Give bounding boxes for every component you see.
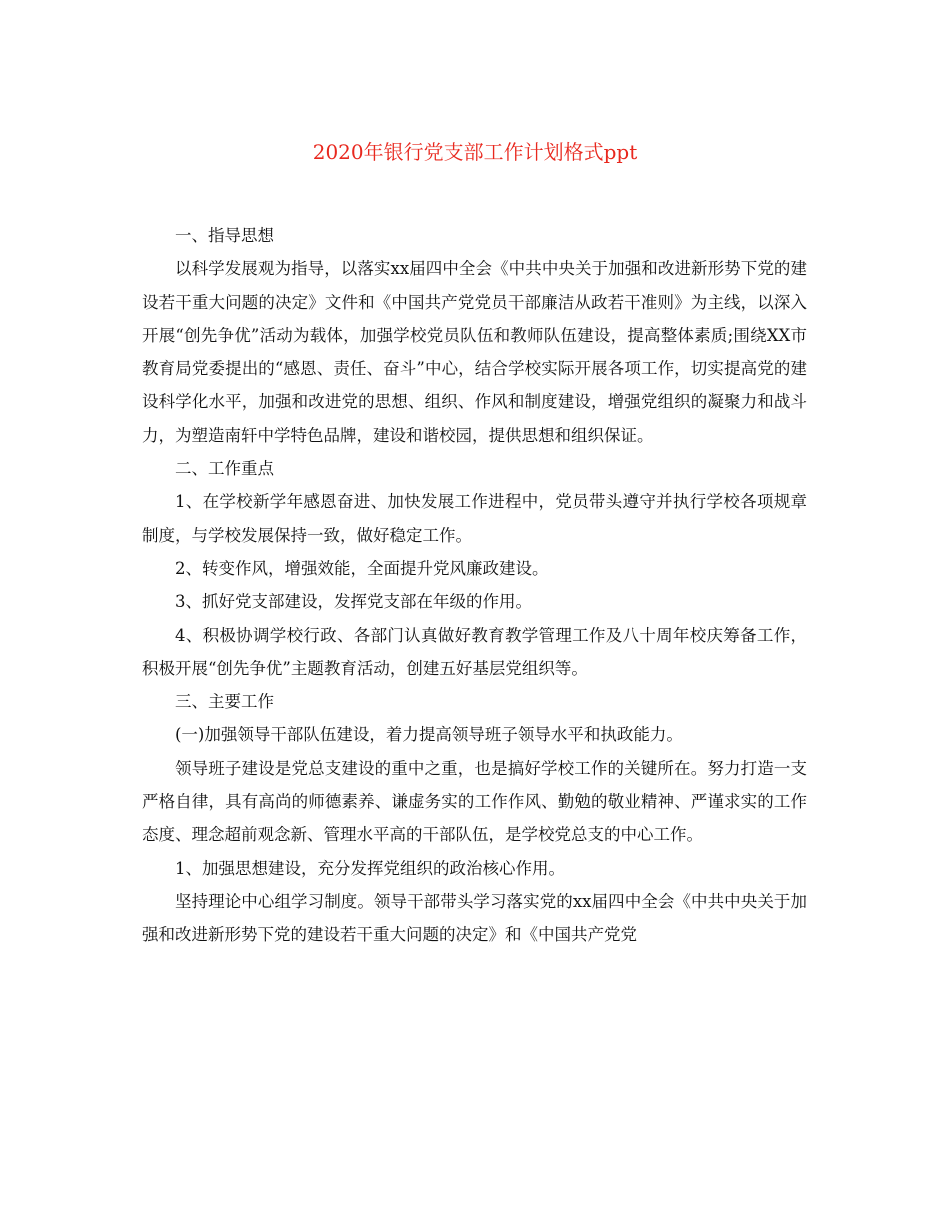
paragraph: 领导班子建设是党总支建设的重中之重，也是搞好学校工作的关键所在。努力打造一支严格自律，具有高尚的师德素养、谦虚务实的工作作风、勤勉的敬业精神、严谨求实的工作态度、理念超前观念新、管理水平高的干部队伍，是学校党总支的中心工作。 [142,758,807,845]
heading-guiding-ideology: 一、指导思想 [175,226,274,245]
paragraph: 4、积极协调学校行政、各部门认真做好教育教学管理工作及八十周年校庆筹备工作，积极开展“创先争优”主题教育活动，创建五好基层党组织等。 [142,625,807,678]
heading-main-work: 三、主要工作 [175,692,274,712]
document-title: 2020年银行党支部工作计划格式ppt [312,140,638,164]
paragraph: 以科学发展观为指导，以落实xx届四中全会《中共中央关于加强和改进新形势下党的建设若干重大问题的决定》文件和《中国共产党党员干部廉洁从政若干准则》为主线，以深入开展“创先争优”活动为载体，加强学校党员队伍和教师队伍建设，提高整体素质;围绕XX市教育局党委提出的“感恩、责任、奋斗”中心，结合学校实际开展各项工作，切实提高党的建设科学化水平，加强和改进党的思想、组织、作风和制度建设，增强党组织的凝聚力和战斗力，为塑造南轩中学特色品牌，建设和谐校园，提供思想和组织保证。 [142,259,807,445]
subheading: 1、加强思想建设，充分发挥党组织的政治核心作用。 [175,858,565,878]
paragraph: 坚持理论中心组学习制度。领导干部带头学习落实党的xx届四中全会《中共中央关于加强和改进新形势下党的建设若干重大问题的决定》和《中国共产党党 [142,891,807,945]
paragraph: 1、在学校新学年感恩奋进、加快发展工作进程中，党员带头遵守并执行学校各项规章制度，与学校发展保持一致，做好稳定工作。 [142,492,807,545]
document-body [142,219,807,952]
paragraph: 2、转变作风，增强效能，全面提升党风廉政建设。 [175,558,549,578]
subheading: (一)加强领导干部队伍建设，着力提高领导班子领导水平和执政能力。 [175,725,683,745]
heading-work-focus: 二、工作重点 [175,459,274,479]
paragraph: 3、抓好党支部建设，发挥党支部在年级的作用。 [175,592,532,612]
